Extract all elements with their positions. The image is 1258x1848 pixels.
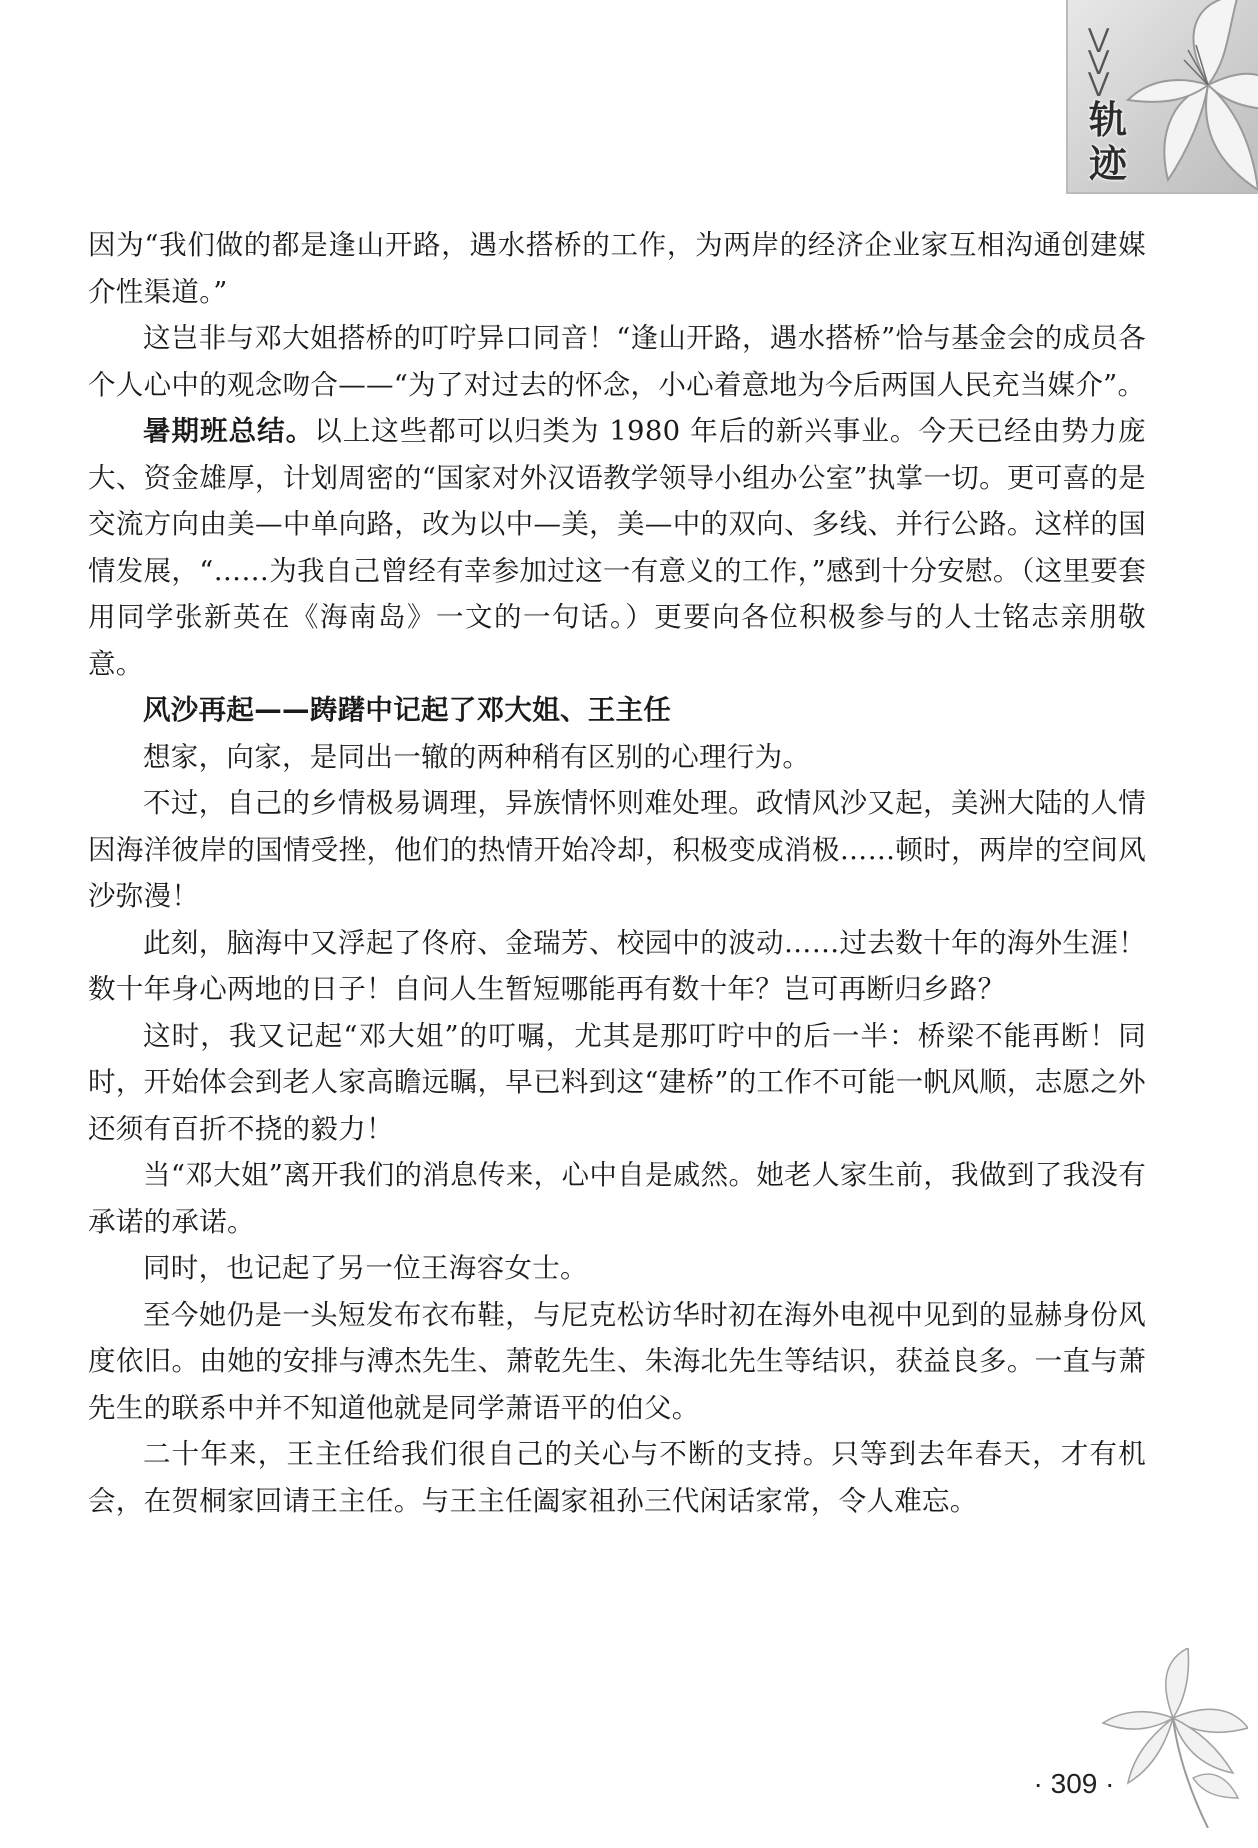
paragraph: 想家，向家，是同出一辙的两种稍有区别的心理行为。 [143,740,811,773]
paragraph: 当“邓大姐”离开我们的消息传来，心中自是戚然。她老人家生前，我做到了我没有承诺的承诺。 [88,1159,1146,1238]
body-text [88,222,1146,1524]
paragraph [88,408,1146,687]
section-heading: 风沙再起——踌躇中记起了邓大姐、王主任 [143,694,672,726]
paragraph-body: 以上这些都可以归类为 1980 年后的新兴事业。今天已经由势力庞大、资金雄厚，计划周密的“国家对外汉语教学领导小组办公室”执掌一切。更可喜的是交流方向由美—中单向路，改为以中—美，美—中的双向、多线、并行公路。这样的国情发展，“……为我自己曾经有幸参加过这一有意义的工作，”感到十分安慰。（这里要套用同学张新英在《海南岛》一文的一句话。）更要向各位积极参与的人士铭志亲朋敬意。 [88,415,1146,680]
paragraph: 此刻，脑海中又浮起了佟府、金瑞芳、校园中的波动……过去数十年的海外生涯！数十年身心两地的日子！自问人生暂短哪能再有数十年？岂可再断归乡路？ [88,926,1146,1005]
chevron-down-icon: ⋁ ⋁ ⋁ [1088,24,1110,98]
paragraph: 这时，我又记起“邓大姐”的叮嘱，尤其是那叮咛中的后一半：桥梁不能再断！同时，开始体会到老人家高瞻远瞩，早已料到这“建桥”的工作不可能一帆风顺，志愿之外还须有百折不挠的毅力！ [88,1019,1146,1145]
paragraph: 至今她仍是一头短发布衣布鞋，与尼克松访华时初在海外电视中见到的显赫身份风度依旧。由她的安排与溥杰先生、萧乾先生、朱海北先生等结识，获益良多。一直与萧先生的联系中并不知道他就是同学萧语平的伯父。 [88,1298,1146,1424]
page-number: · 309 · [1033,1768,1115,1799]
chapter-header-tab [1066,0,1258,194]
paragraph: 同时，也记起了另一位王海容女士。 [143,1252,588,1284]
lily-flower-icon [1098,1648,1248,1828]
paragraph: 不过，自己的乡情极易调理，异族情怀则难处理。政情风沙又起，美洲大陆的人情因海洋彼岸的国情受挫，他们的热情开始冷却，积极变成消极……顿时，两岸的空间风沙弥漫！ [88,787,1146,912]
chapter-title: 轨迹 [1088,98,1127,186]
paragraph: 二十年来，王主任给我们很自己的关心与不断的支持。只等到去年春天，才有机会，在贺桐家回请王主任。与王主任阖家祖孙三代闲话家常，令人难忘。 [88,1438,1146,1517]
paragraph: 因为“我们做的都是逢山开路，遇水搭桥的工作，为两岸的经济企业家互相沟通创建媒介性渠道。” [88,229,1146,308]
paragraph-lead: 暑期班总结。 [143,415,315,447]
paragraph: 这岂非与邓大姐搭桥的叮咛异口同音！“逢山开路，遇水搭桥”恰与基金会的成员各个人心中的观念吻合——“为了对过去的怀念，小心着意地为今后两国人民充当媒介”。 [88,322,1146,401]
